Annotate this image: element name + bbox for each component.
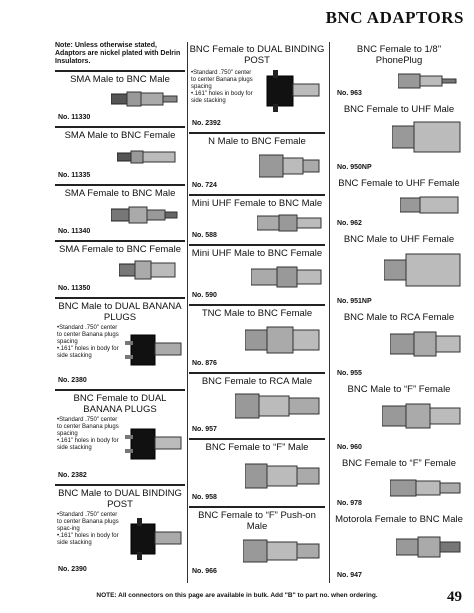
connector-icon — [390, 476, 462, 500]
connector-icon — [125, 518, 183, 564]
connector-icon — [396, 534, 462, 560]
product-item — [189, 244, 325, 304]
product-item — [334, 232, 464, 310]
connector-icon — [257, 212, 323, 234]
product-title: BNC Female to “F” Male — [205, 442, 309, 453]
connector-icon — [259, 152, 321, 180]
product-title: SMA Male to BNC Male — [70, 74, 170, 85]
part-number: No. 962 — [337, 220, 362, 227]
part-number: No. 11330 — [58, 114, 91, 121]
part-number: No. 588 — [192, 232, 217, 239]
product-title: BNC Female to 1/8" PhonePlug — [356, 44, 442, 66]
product-title: BNC Female to UHF Male — [343, 104, 455, 115]
connector-icon — [263, 68, 321, 116]
part-number: No. 2382 — [58, 472, 87, 479]
product-item — [334, 512, 464, 584]
product-item — [189, 304, 325, 372]
part-number: No. 957 — [192, 426, 217, 433]
spec-item: • Standard .750" center to center Banana plugs spac-ing — [57, 512, 121, 533]
product-title: BNC Male to “F” Female — [347, 384, 451, 395]
product-item — [55, 70, 185, 126]
part-number: No. 590 — [192, 292, 217, 299]
product-title: BNC Female to DUAL BINDING POST — [189, 44, 325, 66]
part-number: No. 958 — [192, 494, 217, 501]
product-title: BNC Female to “F” Push-on Male — [198, 510, 316, 532]
part-number: No. 2380 — [58, 377, 87, 384]
connector-icon — [243, 534, 321, 568]
product-item — [55, 184, 185, 240]
product-item — [189, 438, 325, 506]
product-title: Mini UHF Female to BNC Male — [191, 198, 323, 209]
product-item — [334, 176, 464, 232]
part-number: No. 966 — [192, 568, 217, 575]
part-number: No. 978 — [337, 500, 362, 507]
connector-icon — [245, 324, 321, 356]
plating-note: Note: Unless otherwise stated, Adaptors are nickel plated with Delrin Insulators. — [55, 42, 181, 65]
connector-icon — [400, 194, 460, 216]
spec-item: • .161" holes in body for side stacking — [57, 438, 121, 452]
part-number: No. 11350 — [58, 285, 91, 292]
spec-item: • .161" holes in body for side stacking — [57, 346, 121, 360]
column-right — [334, 42, 464, 583]
product-title: BNC Male to RCA Female — [343, 312, 455, 323]
product-title: BNC Female to DUAL BANANA PLUGS — [73, 393, 167, 415]
product-title: Mini UHF Male to BNC Female — [191, 248, 323, 259]
product-title: SMA Female to BNC Male — [64, 188, 176, 199]
product-item — [334, 382, 464, 456]
connector-icon — [382, 400, 462, 432]
product-title: SMA Male to BNC Female — [64, 130, 176, 141]
spec-list — [57, 325, 121, 360]
part-number: No. 724 — [192, 182, 217, 189]
product-title: N Male to BNC Female — [208, 136, 306, 147]
part-number: No. 947 — [337, 572, 362, 579]
product-item — [334, 310, 464, 382]
part-number: No. 2392 — [192, 120, 221, 127]
part-number: No. 876 — [192, 360, 217, 367]
page-number: 49 — [447, 589, 462, 605]
product-item — [189, 506, 325, 580]
connector-icon — [117, 148, 177, 166]
part-number: No. 950NP — [337, 164, 372, 171]
spec-item: • Standard .750" center to center Banana plugs spacing — [57, 325, 121, 346]
connector-icon — [392, 118, 462, 156]
connector-icon — [251, 264, 323, 290]
column-middle — [189, 42, 325, 583]
product-title: Motorola Female to BNC Male — [335, 514, 463, 525]
spec-list — [57, 512, 121, 547]
connector-icon — [119, 258, 177, 282]
product-title: SMA Female to BNC Female — [59, 244, 181, 255]
connector-icon — [390, 328, 462, 360]
column-divider — [329, 42, 330, 583]
part-number: No. 2390 — [58, 566, 87, 573]
connector-icon — [398, 70, 458, 92]
part-number: No. 955 — [337, 370, 362, 377]
product-item — [189, 42, 325, 132]
part-number: No. 11340 — [58, 228, 91, 235]
product-title: BNC Female to RCA Male — [201, 376, 313, 387]
product-title: BNC Female to UHF Female — [338, 178, 460, 189]
product-item — [189, 372, 325, 438]
product-title: BNC Female to “F” Female — [341, 458, 457, 469]
part-number: No. 11335 — [58, 172, 91, 179]
connector-icon — [111, 204, 179, 226]
product-title: BNC Male to DUAL BINDING POST — [58, 488, 182, 510]
connector-icon — [125, 327, 183, 375]
spec-list — [57, 417, 121, 452]
connector-icon — [245, 458, 321, 494]
product-item — [55, 389, 185, 484]
connector-icon — [384, 250, 462, 290]
spec-item: • .161" holes in body for side stacking — [191, 91, 257, 105]
product-title: BNC Male to DUAL BANANA PLUGS — [58, 301, 182, 323]
column-left — [55, 42, 185, 583]
product-item — [189, 194, 325, 244]
spec-list — [191, 70, 257, 105]
part-number: No. 963 — [337, 90, 362, 97]
product-item — [334, 456, 464, 512]
column-divider — [187, 42, 188, 583]
product-item — [189, 132, 325, 194]
connector-icon — [111, 88, 179, 110]
spec-item: • Standard .750" center to center Banana plugs spacing — [57, 417, 121, 438]
product-item — [334, 42, 464, 102]
connector-icon — [235, 390, 321, 422]
spec-item: • Standard .750" center to center Banana plugs spacing — [191, 70, 257, 91]
connector-icon — [125, 421, 183, 469]
product-item — [55, 297, 185, 389]
part-number: No. 960 — [337, 444, 362, 451]
product-item — [55, 484, 185, 578]
product-title: BNC Male to UHF Female — [343, 234, 455, 245]
product-item — [55, 126, 185, 184]
product-item — [334, 102, 464, 176]
spec-item: • .161" holes in body for side stacking — [57, 533, 121, 547]
page-title: BNC ADAPTORS — [325, 8, 464, 27]
part-number: No. 951NP — [337, 298, 372, 305]
product-item — [55, 240, 185, 297]
product-title: TNC Male to BNC Female — [201, 308, 313, 319]
footer-note: NOTE: All connectors on this page are available in bulk. Add "B" to part no. when ordering. — [96, 592, 378, 599]
